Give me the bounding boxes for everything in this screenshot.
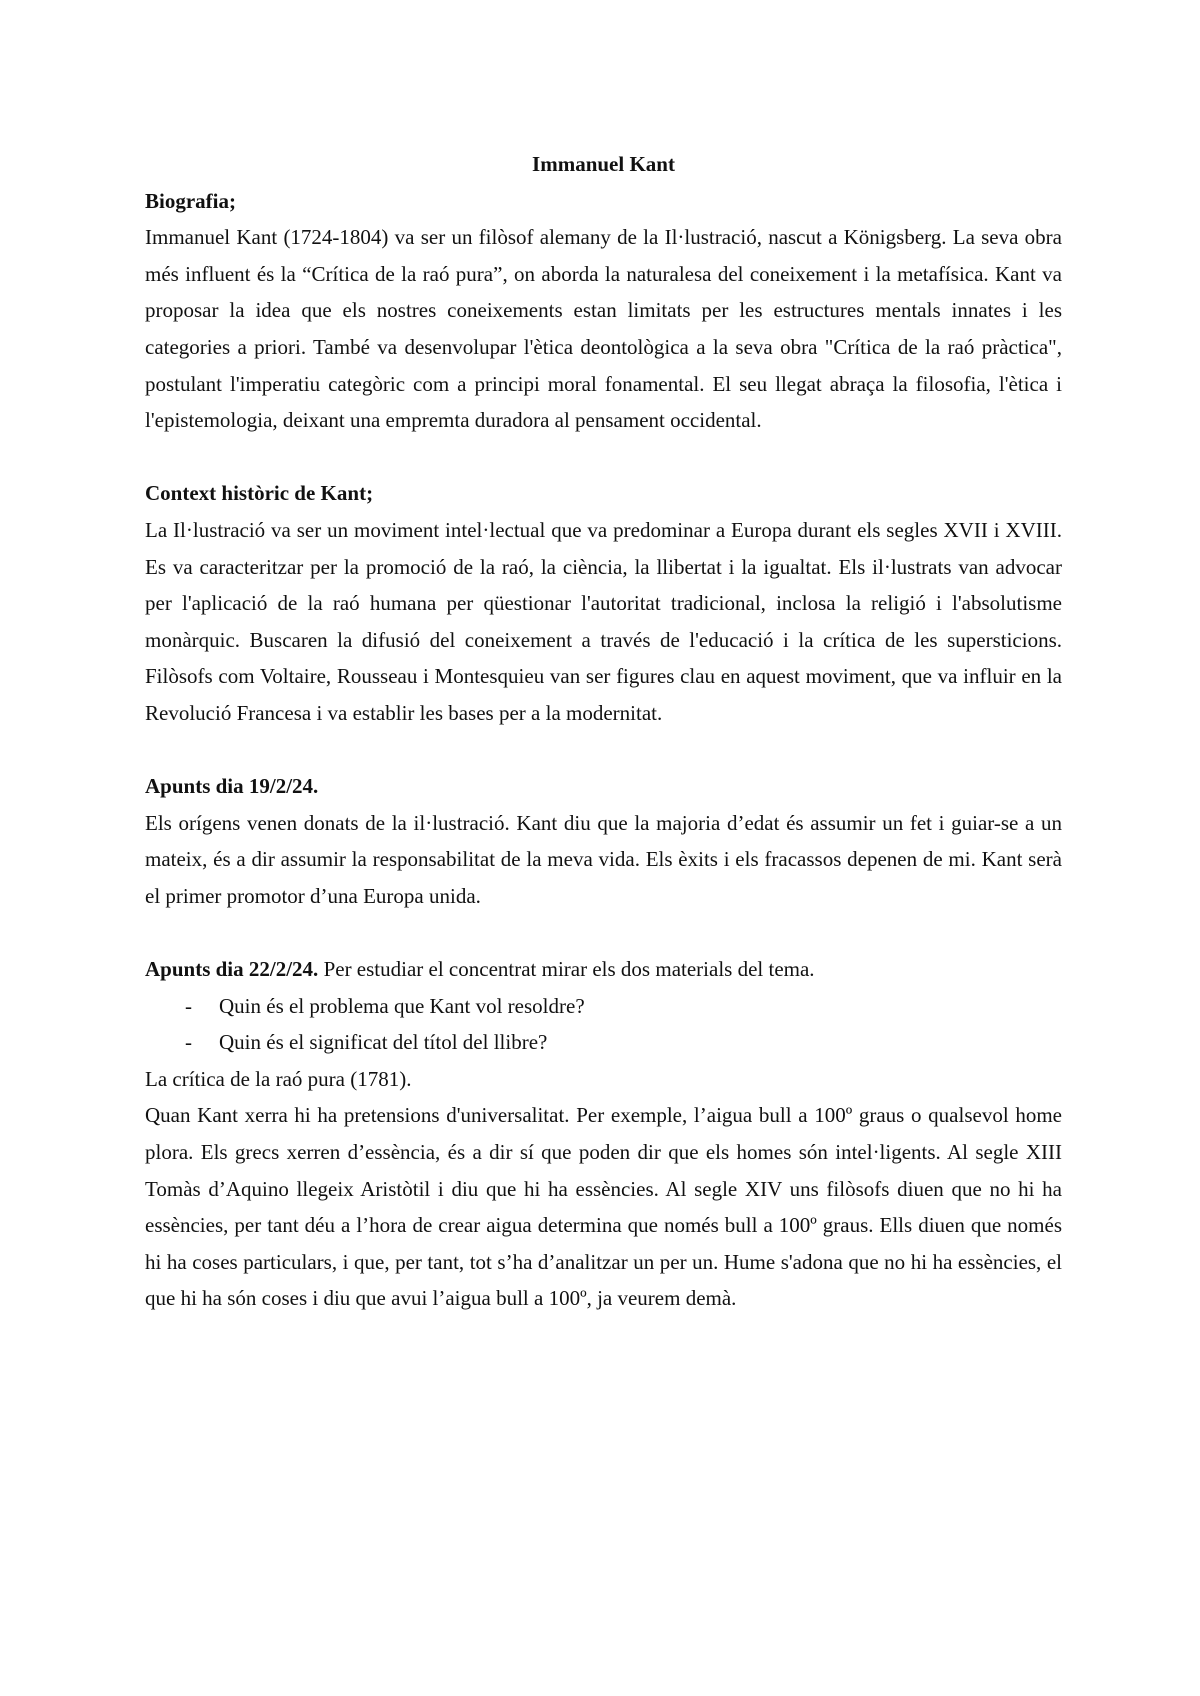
list-item-text: Quin és el significat del títol del llibre? [219, 1030, 548, 1055]
paragraph-context: La Il·lustració va ser un moviment intel·lectual que va predominar a Europa durant els segles XVII i XVIII. Es va caracteritzar per la promoció de la raó, la ciència, la llibertat i la igualtat. Els il·lustrats van advocar per l'aplicació de la raó humana per qüestionar l'autoritat tradicional, inclosa la religió i l'absolutisme monàrquic. Buscaren la difusió del coneixement a través de l'educació i la crítica de les supersticions. Filòsofs com Voltaire, Rousseau i Montesquieu van ser figures clau en aquest moviment, que va influir en la Revolució Francesa i va establir les bases per a la modernitat. [145, 517, 1062, 725]
paragraph-spacer [145, 732, 1062, 769]
question-list [145, 988, 1062, 1061]
list-item-text: Quin és el problema que Kant vol resoldre? [219, 993, 585, 1018]
paragraph-spacer [145, 914, 1062, 951]
paragraph-biografia: Immanuel Kant (1724-1804) va ser un filòsof alemany de la Il·lustració, nascut a Königsberg. La seva obra més influent és la “Crítica de la raó pura”, on aborda la naturalesa del coneixement i la metafísica. Kant va proposar la idea que els nostres coneixements estan limitats per les estructures mentals innates i les categories a priori. També va desenvolupar l'ètica deontològica a la seva obra "Crítica de la raó pràctica", postulant l'imperatiu categòric com a principi moral fonamental. El seu llegat abraça la filosofia, l'ètica i l'epistemologia, deixant una empremta duradora al pensament occidental. [145, 225, 1062, 433]
bullet-dash: - [185, 993, 192, 1018]
section-heading-apunts-19: Apunts dia 19/2/24. [145, 774, 319, 799]
subtitle-critica: La crítica de la raó pura (1781). [145, 1066, 412, 1091]
list-item [145, 1024, 1062, 1061]
paragraph-apunts-19: Els orígens venen donats de la il·lustració. Kant diu que la majoria d’edat és assumir un fet i guiar-se a un mateix, és a dir assumir la responsabilitat de la meva vida. Els èxits i els fracassos depenen de mi. Kant serà el primer promotor d’una Europa unida. [145, 810, 1062, 908]
apunts-22-intro-line [145, 951, 1062, 988]
list-item [145, 988, 1062, 1025]
section-heading-biografia: Biografia; [145, 188, 236, 213]
section-heading-apunts-22: Apunts dia 22/2/24. [145, 957, 319, 982]
section-heading-context: Context històric de Kant; [145, 481, 374, 506]
paragraph-spacer [145, 439, 1062, 476]
paragraph-apunts-22: Quan Kant xerra hi ha pretensions d'universalitat. Per exemple, l’aigua bull a 100º graus o qualsevol home plora. Els grecs xerren d’essència, és a dir sí que poden dir que els homes són intel·ligents. Al segle XIII Tomàs d’Aquino llegeix Aristòtil i diu que hi ha essències. Al segle XIV uns filòsofs diuen que no hi ha essències, per tant déu a l’hora de crear aigua determina que només bull a 100º graus. Ells diuen que només hi ha coses particulars, i que, per tant, tot s’ha d’analitzar un per un. Hume s'adona que no hi ha essències, el que hi ha són coses i diu que avui l’aigua bull a 100º, ja veurem demà. [145, 1103, 1062, 1311]
apunts-22-intro-text: Per estudiar el concentrat mirar els dos materials del tema. [318, 957, 815, 982]
page-title: Immanuel Kant [532, 152, 675, 176]
bullet-dash: - [185, 1030, 192, 1055]
